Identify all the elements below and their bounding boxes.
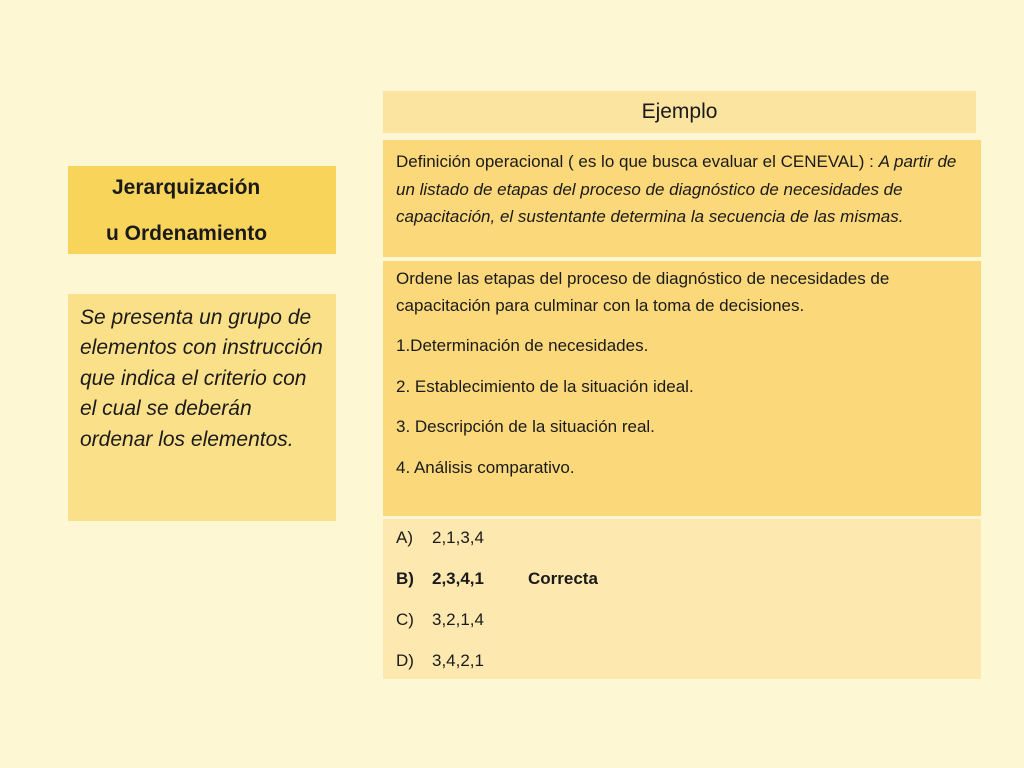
option-letter: C) (396, 610, 414, 629)
option-letter: B) (396, 569, 414, 588)
option-value: 2,1,3,4 (432, 528, 484, 547)
option-b (396, 569, 981, 610)
topic-title-line1: Jerarquización (112, 176, 261, 199)
option-c (396, 610, 981, 651)
list-item: 1.Determinación de necesidades. (396, 336, 649, 355)
question-box (383, 261, 981, 516)
option-value: 3,4,2,1 (432, 651, 484, 670)
list-item: 4. Análisis comparativo. (396, 457, 575, 477)
example-heading: Ejemplo (383, 91, 976, 133)
definition-prefix: Definición operacional ( es lo que busca evaluar el CENEVAL) : (396, 152, 879, 171)
option-d (396, 651, 981, 692)
option-letter: A) (396, 528, 413, 547)
option-a (396, 528, 981, 569)
answer-options (383, 519, 981, 679)
topic-description: Se presenta un grupo de elementos con instrucción que indica el criterio con el cual se deberán ordenar los elementos. (68, 294, 336, 521)
option-value: 3,2,1,4 (432, 610, 484, 629)
operational-definition (383, 140, 981, 257)
list-item: 3. Descripción de la situación real. (396, 417, 655, 436)
topic-title-box (68, 166, 336, 254)
option-letter: D) (396, 651, 414, 670)
definition-text: A partir de un listado de etapas del proceso de diagnóstico de necesidades de capacitación, el sustentante determina la secuencia de las mismas. (396, 152, 957, 226)
topic-title-line2: u Ordenamiento (106, 222, 268, 245)
question-instruction: Ordene las etapas del proceso de diagnóstico de necesidades de capacitación para culminar con la toma de decisiones. (396, 269, 890, 315)
option-value: 2,3,4,1 (432, 569, 484, 588)
list-item: 2. Establecimiento de la situación ideal. (396, 376, 694, 396)
correct-label: Correcta (528, 569, 598, 588)
